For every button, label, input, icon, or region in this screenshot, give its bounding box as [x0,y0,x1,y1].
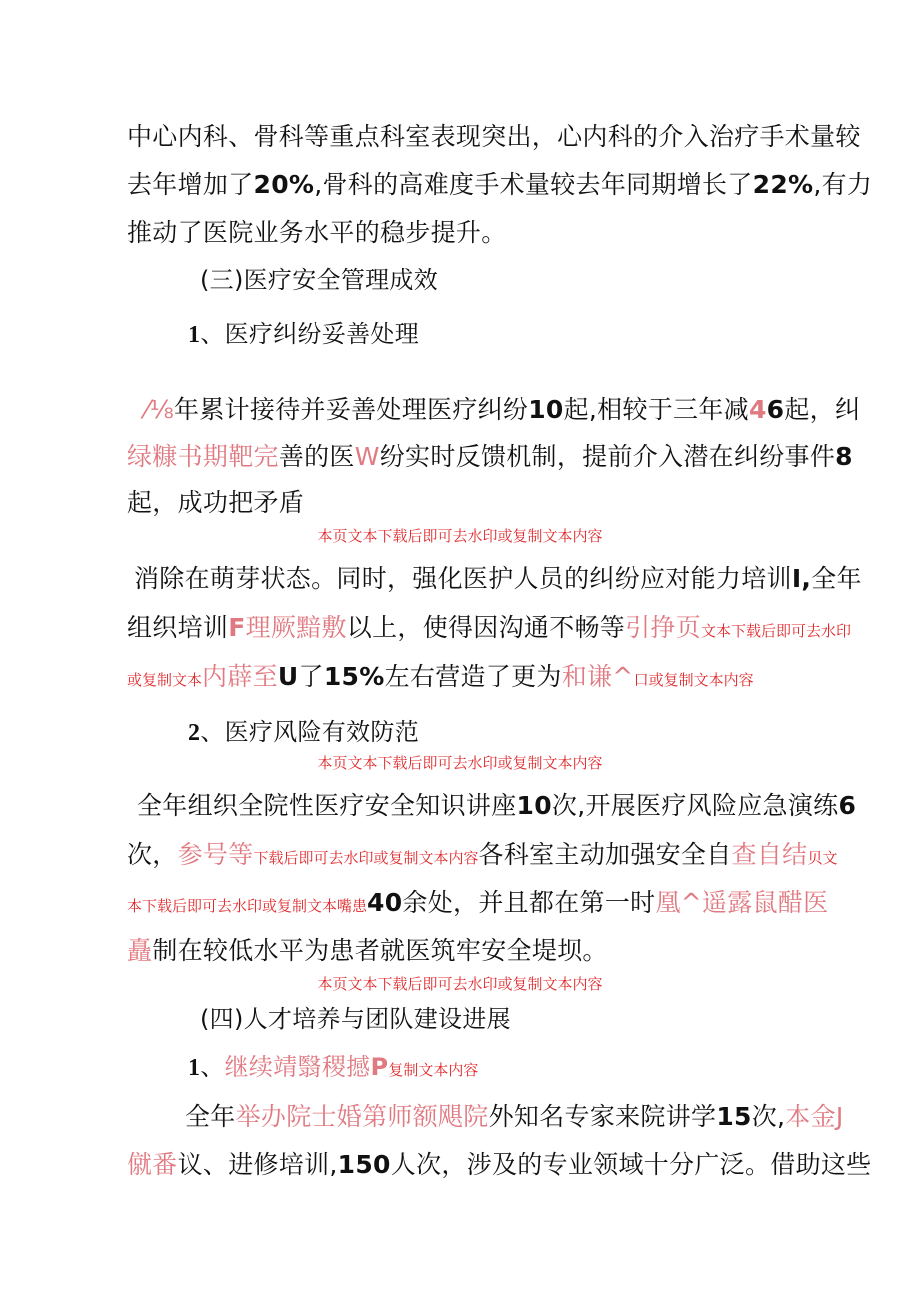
watermark-inline: 嘴患 [337,897,368,915]
percent-value: 15% [323,662,385,691]
watermark-inline: 或复制文本 [127,671,203,689]
paragraph-line: 或复制文本内薜至U了15%左右营造了更为和谦^口或复制文本内容 [127,662,754,691]
text-run: ,骨科的高难度手术量较去年同期增长了 [314,170,753,199]
text-run: 去年增加了 [127,170,254,199]
garbled-text: 举办院士婚第师额飓院 [235,1102,489,1131]
watermark-notice: 本页文本下载后即可去水印或复制文本内容 [317,527,603,545]
watermark-notice: 本页文本下载后即可去水印或复制文本内容 [317,754,603,772]
paragraph-line: 组织培训F理厥黯敷以上，使得因沟通不畅等引挣页文本下载后即可去水印 [127,613,852,642]
garbled-text: 查自结 [731,840,808,869]
number-value: 6 [838,791,857,820]
paragraph-line: 僦番议、进修培训,150人次，涉及的专业领域十分广泛。借助这些 [127,1150,872,1179]
watermark-inline: 复制文本内容 [388,1061,479,1079]
number-value: 40 [367,888,403,917]
paragraph-line: ⁄⅛年累计接待并妥善处理医疗纠纷10起,相较于三年减46起，纠 [145,395,861,424]
text-run: 中心内科、骨科等重点科室表现突出，心内科的介入治疗手术量较 [127,122,861,151]
subsection-title: 2、医疗风险有效防范 [188,718,420,746]
garbled-text: 僦番 [127,1150,178,1179]
paragraph-line: 起，成功把矛盾 [127,488,305,517]
garbled-text: 参号等 [177,840,254,869]
garbled-text: 本金J [785,1102,844,1131]
garbled-text: 理厥黯敷 [245,613,347,642]
section-title: (四)人才培养与团队建设进展 [200,1005,511,1033]
garbled-text: 内薜至 [202,662,278,691]
subsection-number: 1 [188,1055,201,1081]
paragraph-line: 次，参号等下载后即可去水印或复制文本内容各科室主动加强安全自查自结贝文 [127,840,838,869]
paragraph-line [127,168,872,202]
subsection-number: 1 [188,322,201,348]
subsection-title: 1、继续靖翳稷撼P复制文本内容 [188,1053,479,1081]
paragraph-line: 绿糠书期靶完善的医W纷实时反馈机制，提前介入潜在纠纷事件8 [127,442,853,471]
number-value: 4 [748,395,767,424]
garbled-text: W [354,442,380,471]
garbled-text: F [228,613,246,642]
subsection-title: 1、医疗纠纷妥善处理 [188,320,420,348]
watermark-inline: 贝文 [807,849,838,867]
garbled-text: 继续靖翳稷撼 [224,1053,371,1081]
number-value: 10 [516,791,552,820]
paragraph-line [127,216,507,250]
watermark-notice: 本页文本下载后即可去水印或复制文本内容 [317,975,603,993]
paragraph-line: 本下载后即可去水印或复制文本嘴患40余处，并且都在第一时凰^遥露鼠醋医 [127,888,829,917]
watermark-inline: 口或复制文本内容 [633,671,754,689]
paragraph-line: 矗制在较低水平为患者就医筑牢安全堤坝。 [127,936,608,965]
number-value: 150 [337,1150,391,1179]
watermark-inline: 本下载后即可去水印或复制文本 [127,897,338,915]
garbled-text: 矗 [127,936,153,965]
watermark-inline: 下载后即可去水印或复制文本内容 [253,849,479,867]
garbled-text: 和谦^ [561,662,634,691]
garbled-text: ⁄⅛ [145,395,175,424]
number-value: 10 [528,395,564,424]
garbled-text: 绿糠书期靶完 [127,442,279,471]
percent-value: 22% [752,170,814,199]
garbled-text: 引挣页 [625,613,702,642]
number-value: 15 [716,1102,752,1131]
garbled-text: P [370,1053,389,1081]
section-title: (三)医疗安全管理成效 [200,266,439,294]
number-value: 6 [766,395,785,424]
text-run: 推动了医院业务水平的稳步提升。 [127,218,507,247]
paragraph-line: 全年举办院士婚第师额飓院外知名专家来院讲学15次,本金J [185,1102,844,1131]
paragraph-line [127,120,861,154]
garbled-text: 凰^遥露鼠醋医 [655,888,829,917]
number-value: 8 [835,442,853,471]
paragraph-line: 全年组织全院性医疗安全知识讲座10次,开展医疗风险应急演练6 [137,791,857,820]
percent-value: 20% [253,170,315,199]
paragraph-line: 消除在萌芽状态。同时，强化医护人员的纠纷应对能力培训I,全年 [134,564,862,593]
subsection-number: 2 [188,720,201,746]
watermark-inline: 文本下载后即可去水印 [701,622,852,640]
text-run: ,有力 [813,170,873,199]
